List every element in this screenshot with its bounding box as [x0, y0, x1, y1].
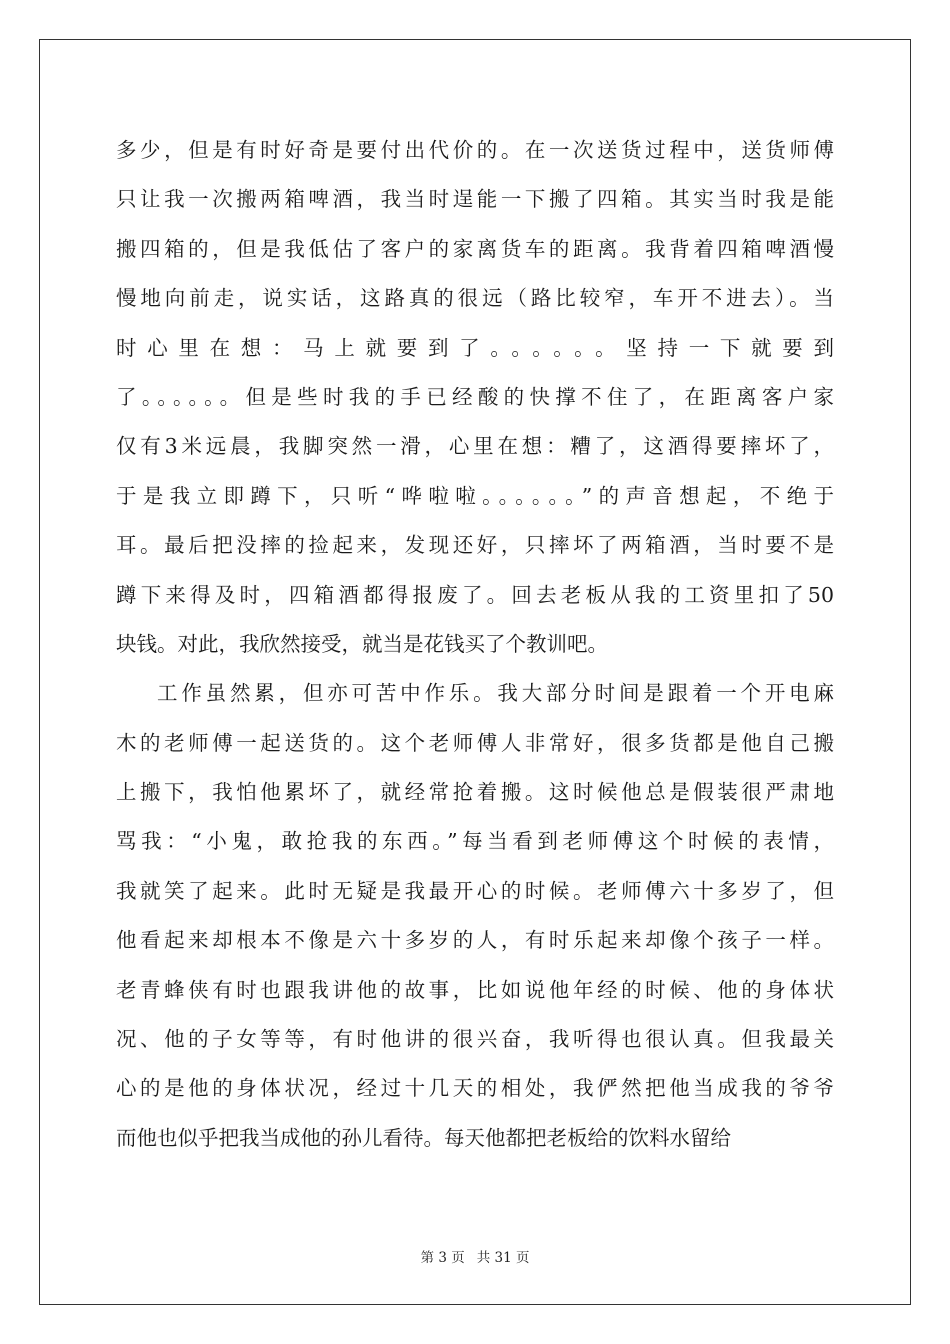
text-line: 只让我一次搬两箱啤酒，我当时逞能一下搬了四箱。其实当时我是能	[116, 187, 834, 212]
page-number: 第 3 页	[420, 1250, 465, 1266]
text-line: 仅有3米远晨，我脚突然一滑，心里在想：糟了，这酒得要摔坏了，	[116, 434, 834, 459]
text-line: 而他也似乎把我当成他的孙儿看待。每天他都把老板给的饮料水留给	[116, 1125, 731, 1150]
text-line: 块钱。对此，我欣然接受，就当是花钱买了个教训吧。	[116, 631, 608, 656]
page-footer	[0, 1250, 950, 1266]
text-line: 老青蜂侠有时也跟我讲他的故事，比如说他年经的时候、他的身体状	[116, 977, 834, 1002]
text-line: 于是我立即蹲下，只听“哗啦啦。。。。。。”的声音想起，不绝于	[116, 483, 834, 508]
text-line: 上搬下，我怕他累坏了，就经常抢着搬。这时候他总是假装很严肃地	[116, 780, 834, 805]
page-total: 共 31 页	[476, 1250, 530, 1266]
text-line: 骂我：“小鬼，敢抢我的东西。”每当看到老师傅这个时候的表情，	[116, 829, 834, 854]
document-body	[116, 126, 834, 1163]
text-line: 了。。。。。。但是些时我的手已经酸的快撑不住了，在距离客户家	[116, 384, 834, 409]
text-line: 工作虽然累，但亦可苦中作乐。我大部分时间是跟着一个开电麻	[157, 681, 834, 706]
paragraph	[116, 126, 834, 669]
text-line: 心的是他的身体状况，经过十几天的相处，我俨然把他当成我的爷爷	[116, 1076, 834, 1101]
text-line: 时心里在想：马上就要到了。。。。。。坚持一下就要到	[116, 335, 834, 360]
text-line: 况、他的子女等等，有时他讲的很兴奋，我听得也很认真。但我最关	[116, 1027, 834, 1052]
text-line: 多少，但是有时好奇是要付出代价的。在一次送货过程中，送货师傅	[116, 138, 834, 162]
text-line: 木的老师傅一起送货的。这个老师傅人非常好，很多货都是他自己搬	[116, 730, 834, 755]
text-line: 他看起来却根本不像是六十多岁的人，有时乐起来却像个孩子一样。	[116, 928, 834, 953]
text-line: 蹲下来得及时，四箱酒都得报废了。回去老板从我的工资里扣了50	[116, 582, 834, 607]
text-line: 我就笑了起来。此时无疑是我最开心的时候。老师傅六十多岁了，但	[116, 878, 834, 903]
text-line: 慢地向前走，说实话，这路真的很远（路比较窄，车开不进去）。当	[116, 286, 834, 311]
text-line: 搬四箱的，但是我低估了客户的家离货车的距离。我背着四箱啤酒慢	[116, 236, 834, 261]
paragraph	[116, 669, 834, 1163]
text-line: 耳。最后把没摔的捡起来，发现还好，只摔坏了两箱酒，当时要不是	[116, 533, 834, 558]
